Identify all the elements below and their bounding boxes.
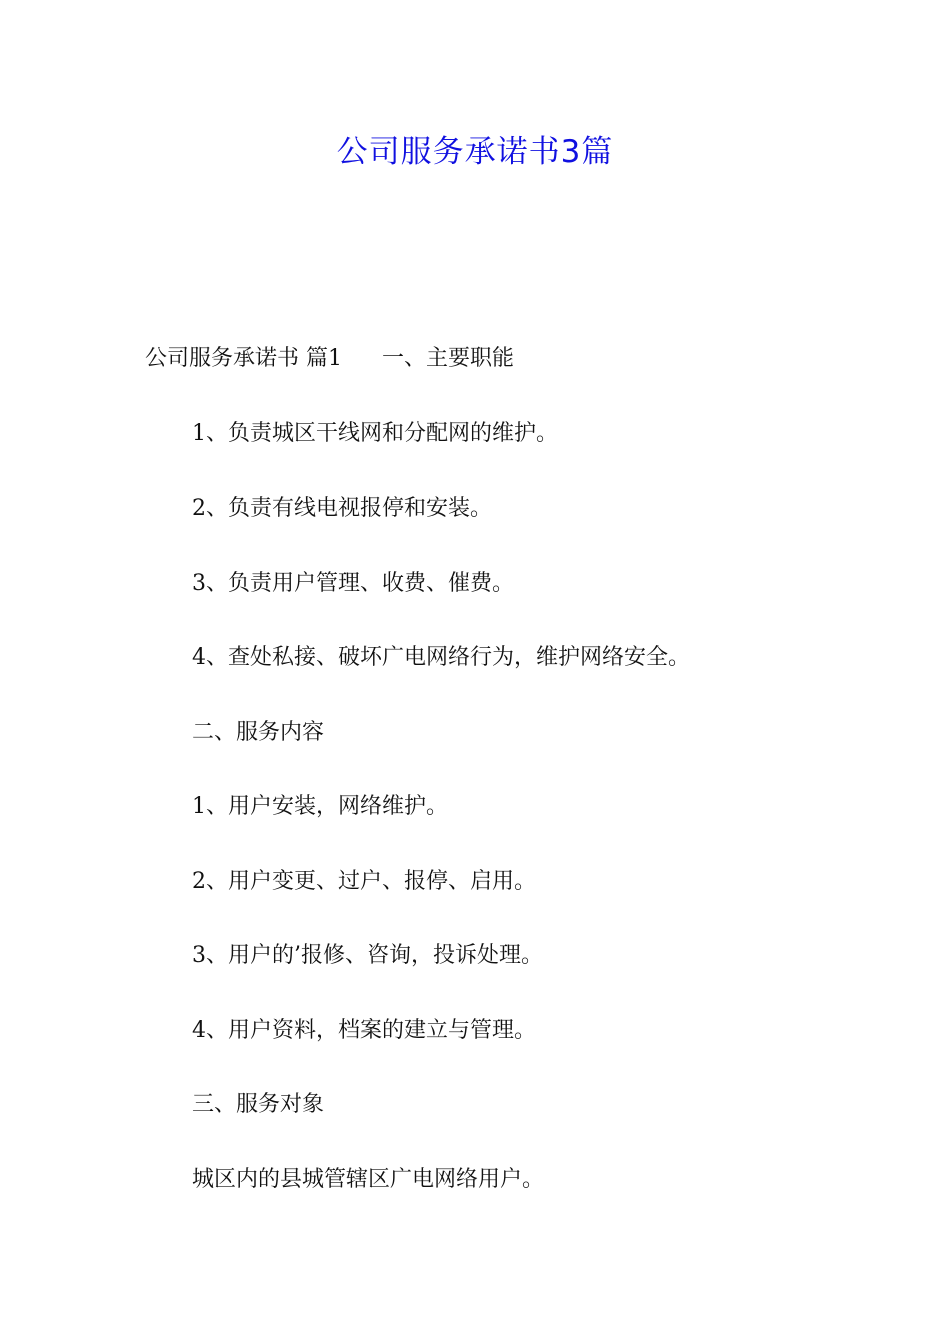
paragraph: 4、用户资料，档案的建立与管理。 bbox=[192, 1018, 536, 1043]
section-heading-service-content: 二、服务内容 bbox=[192, 720, 325, 745]
paragraph: 2、用户变更、过户、报停、启用。 bbox=[192, 869, 536, 894]
paragraph: 1、负责城区干线网和分配网的维护。 bbox=[192, 421, 558, 446]
section-heading-main-functions: 一、主要职能 bbox=[382, 346, 515, 371]
section-intro-line bbox=[145, 344, 514, 374]
paragraph: 2、负责有线电视报停和安装。 bbox=[192, 496, 492, 521]
paragraph: 3、负责用户管理、收费、催费。 bbox=[192, 571, 514, 596]
section-heading-service-targets: 三、服务对象 bbox=[192, 1092, 325, 1117]
paragraph: 1、用户安装，网络维护。 bbox=[192, 794, 448, 819]
document-title: 公司服务承诺书3篇 bbox=[336, 134, 614, 170]
paragraph: 城区内的县城管辖区广电网络用户。 bbox=[192, 1167, 545, 1192]
paragraph: 4、查处私接、破坏广电网络行为，维护网络安全。 bbox=[192, 645, 690, 670]
paragraph: 3、用户的’报修、咨询，投诉处理。 bbox=[192, 943, 543, 968]
section-label: 公司服务承诺书 篇1 bbox=[145, 346, 342, 371]
